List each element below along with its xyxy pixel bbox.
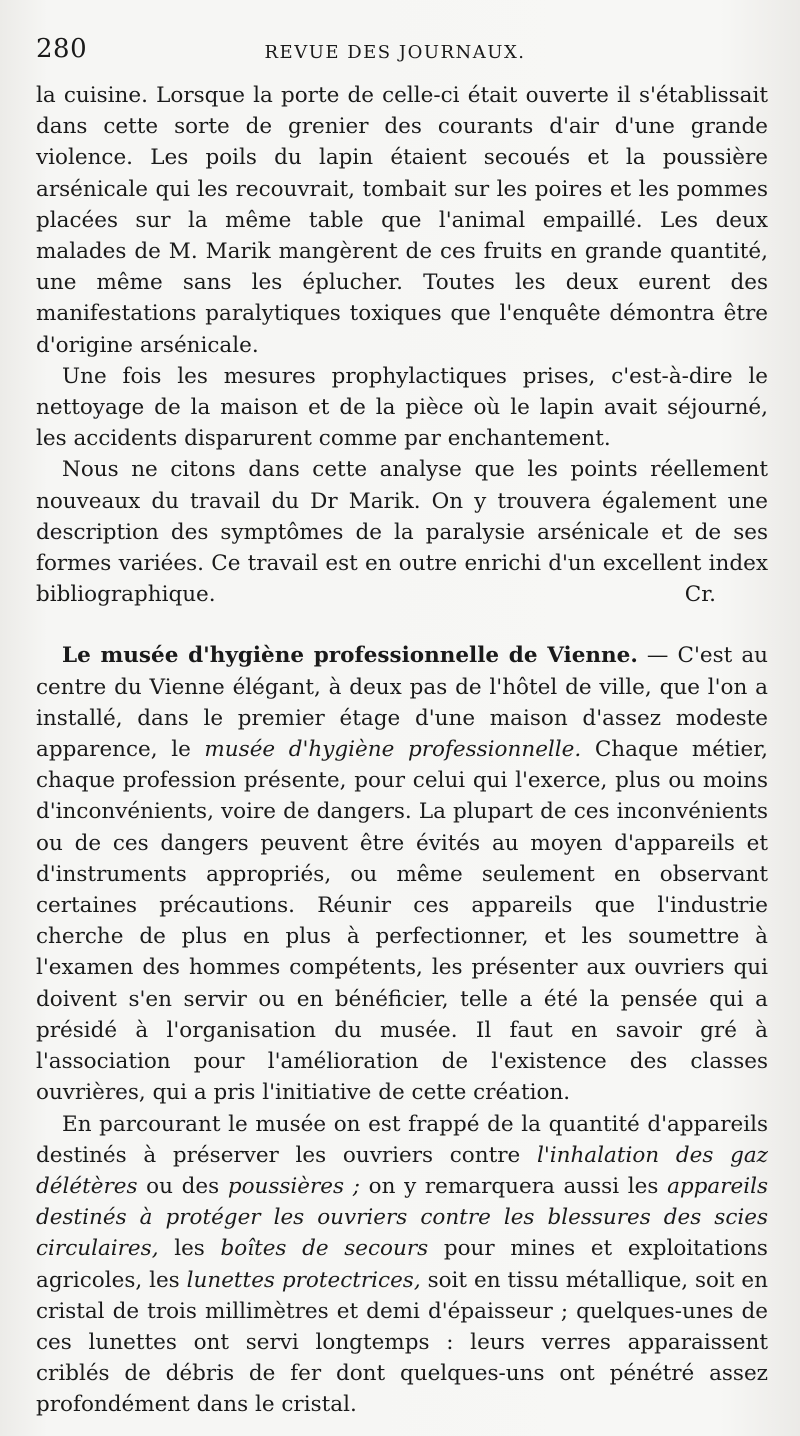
emphasis-text: poussières ;: [227, 1173, 360, 1199]
page-header: [36, 34, 754, 74]
article-body: [36, 80, 768, 1421]
emphasis-text: l'inhalation des gaz délétères: [36, 1142, 768, 1199]
emphasis-text: boîtes de secours: [220, 1236, 429, 1262]
emphasis-text: appareils destinés à protéger les ouvriers contre les blessures des scies circulaires,: [36, 1173, 769, 1262]
paragraph-text: ou des: [146, 1173, 220, 1199]
section-title: Le musée d'hygiène professionnelle de Vienne.: [62, 643, 638, 669]
paragraph: Une fois les mesures prophylactiques prises, c'est-à-dire le nettoyage de la maison et de la pièce où le lapin avait séjourné, les accidents disparurent comme par enchantement.: [36, 363, 768, 452]
emphasis-text: lunettes protectrices,: [186, 1267, 421, 1293]
author-signature: Cr.: [684, 582, 716, 608]
page-number: 280: [36, 34, 88, 64]
paragraph-text: soit en tissu métallique, soit en cristal de trois millimètres et demi d'épaisseur ; quelques-unes de ces lunettes ont servi longtemps : leurs verres apparaissent criblés de débris de fer dont quelques-uns ont pénétré assez profondément dans le cristal.: [36, 1267, 768, 1418]
paragraph-text: pour mines et exploitations agricoles, les: [36, 1236, 768, 1293]
paragraph: [36, 1109, 768, 1421]
section-paragraph: [36, 640, 768, 1108]
paragraph-text: on y remarquera aussi les: [368, 1173, 659, 1199]
paragraph: [36, 454, 768, 610]
emphasis-text: musée d'hygiène professionnelle.: [204, 737, 582, 763]
paragraph-text: Chaque métier, chaque profession présente, pour celui qui l'exerce, plus ou moins d'inconvénients, voire de dangers. La plupart de ces inconvénients ou de ces dangers peuvent être évités au moyen d'appareils et d'instruments appropriés, ou même seulement en observant certaines précautions. Réunir ces appareils que l'industrie cherche de plus en plus à perfectionner, et les soumettre à l'examen des hommes compétents, les présenter aux ouvriers qui doivent s'en servir ou en bénéficier, telle a été la pensée qui a présidé à l'organisation du musée. Il faut en savoir gré à l'association pour l'amélioration de l'existence des classes ouvrières, qui a pris l'initiative de cette création.: [36, 737, 768, 1106]
running-title: REVUE DES JOURNAUX.: [264, 42, 526, 63]
paragraph-text: — C'est au centre du Vienne élégant, à deux pas de l'hôtel de ville, que l'on a installé, dans le premier étage d'une maison d'assez modeste apparence, le: [36, 643, 769, 763]
paragraph-text: les: [174, 1236, 205, 1262]
paragraph-text: Nous ne citons dans cette analyse que les points réellement nouveaux du travail du Dr Marik. On y trouvera également une description des symptômes de la paralysie arsénicale et de ses formes variées. Ce travail est en outre enrichi d'un excellent index bibliographique.: [36, 457, 768, 608]
paragraph: la cuisine. Lorsque la porte de celle-ci était ouverte il s'établissait dans cette sorte de grenier des courants d'air d'une grande violence. Les poils du lapin étaient secoués et la poussière arsénicale qui les recouvrait, tombait sur les poires et les pommes placées sur la même table que l'animal empaillé. Les deux malades de M. Marik mangèrent de ces fruits en grande quantité, une même sans les éplucher. Toutes les deux eurent des manifestations paralytiques toxiques que l'enquête démontra être d'origine arsénicale.: [36, 83, 768, 358]
paragraph-text: En parcourant le musée on est frappé de la quantité d'appareils destinés à préserver les ouvriers contre: [36, 1111, 768, 1168]
